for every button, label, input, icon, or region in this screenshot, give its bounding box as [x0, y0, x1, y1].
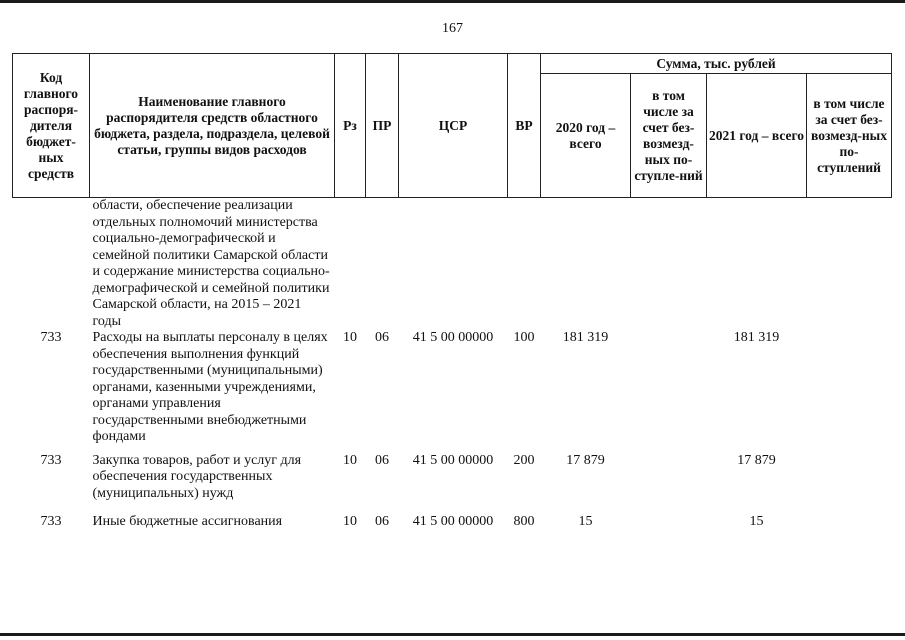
header-code: Код главного распоря-дителя бюджет-ных средств — [13, 54, 90, 198]
header-2020-total: 2020 год – всего — [541, 74, 631, 198]
row-name: Расходы на выплаты персоналу в целях обеспечения выполнения функций государственными (муниципальными) органами, казенными учреждениями, органами управления государственными внебюджетными фондами — [92, 330, 328, 444]
row-name: Иные бюджетные ассигнования — [92, 514, 283, 529]
row-code: 733 — [40, 330, 62, 345]
row-pr: 06 — [375, 452, 389, 468]
row-csr: 41 5 00 00000 — [412, 330, 494, 345]
header-rz: Рз — [335, 54, 366, 198]
row-csr: 41 5 00 00000 — [412, 452, 494, 468]
row-csr: 41 5 00 00000 — [412, 514, 494, 529]
row-vr: 200 — [513, 452, 535, 468]
row-2020-free — [631, 330, 707, 446]
row-name: Закупка товаров, работ и услуг для обеспечения государственных (муниципальных) нужд — [92, 452, 302, 501]
table-row — [13, 446, 892, 503]
row-2021-total: 181 319 — [733, 330, 780, 345]
header-pr: ПР — [366, 54, 399, 198]
table-row — [13, 502, 892, 531]
header-2020-free: в том числе за счет без-возмезд-ных по-ступле-ний — [631, 74, 707, 198]
table-row-continuation — [13, 198, 892, 331]
row-pr: 06 — [375, 514, 389, 529]
row-2021-total: 15 — [749, 514, 764, 529]
row-2021-free — [807, 446, 892, 503]
header-2021-total: 2021 год – всего — [707, 74, 807, 198]
row-2020-free — [631, 446, 707, 503]
header-2021-free: в том числе за счет без-возмезд-ных по-ступлений — [807, 74, 892, 198]
row-code: 733 — [40, 452, 62, 468]
budget-table — [12, 53, 892, 531]
row-pr: 06 — [375, 330, 389, 345]
page-number: 167 — [442, 21, 463, 36]
row-2020-total: 15 — [578, 514, 593, 529]
row-rz: 10 — [343, 330, 357, 345]
row-2021-free — [807, 502, 892, 531]
header-csr: ЦСР — [399, 54, 508, 198]
row-name-continuation: области, обеспечение реализации отдельных полномочий министерства социально-демографической и семейной политики Самарской области и содержание министерства социально-демографической и семейной политики Самарской области, на 2015 – 2021 годы — [92, 198, 330, 329]
row-2020-free — [631, 502, 707, 531]
header-vr: ВР — [508, 54, 541, 198]
row-rz: 10 — [343, 452, 357, 468]
row-2021-free — [807, 330, 892, 446]
row-2020-total: 17 879 — [566, 452, 605, 468]
top-rule — [0, 0, 905, 3]
bottom-rule — [0, 633, 905, 636]
row-vr: 100 — [513, 330, 535, 345]
row-code: 733 — [40, 514, 62, 529]
row-2021-total: 17 879 — [737, 452, 776, 468]
header-sum-group: Сумма, тыс. рублей — [541, 54, 892, 74]
table-row — [13, 330, 892, 446]
row-rz: 10 — [343, 514, 357, 529]
header-name: Наименование главного распорядителя средств областного бюджета, раздела, подраздела, целевой статьи, группы видов расходов — [90, 54, 335, 198]
row-2020-total: 181 319 — [562, 330, 609, 345]
row-vr: 800 — [513, 514, 535, 529]
